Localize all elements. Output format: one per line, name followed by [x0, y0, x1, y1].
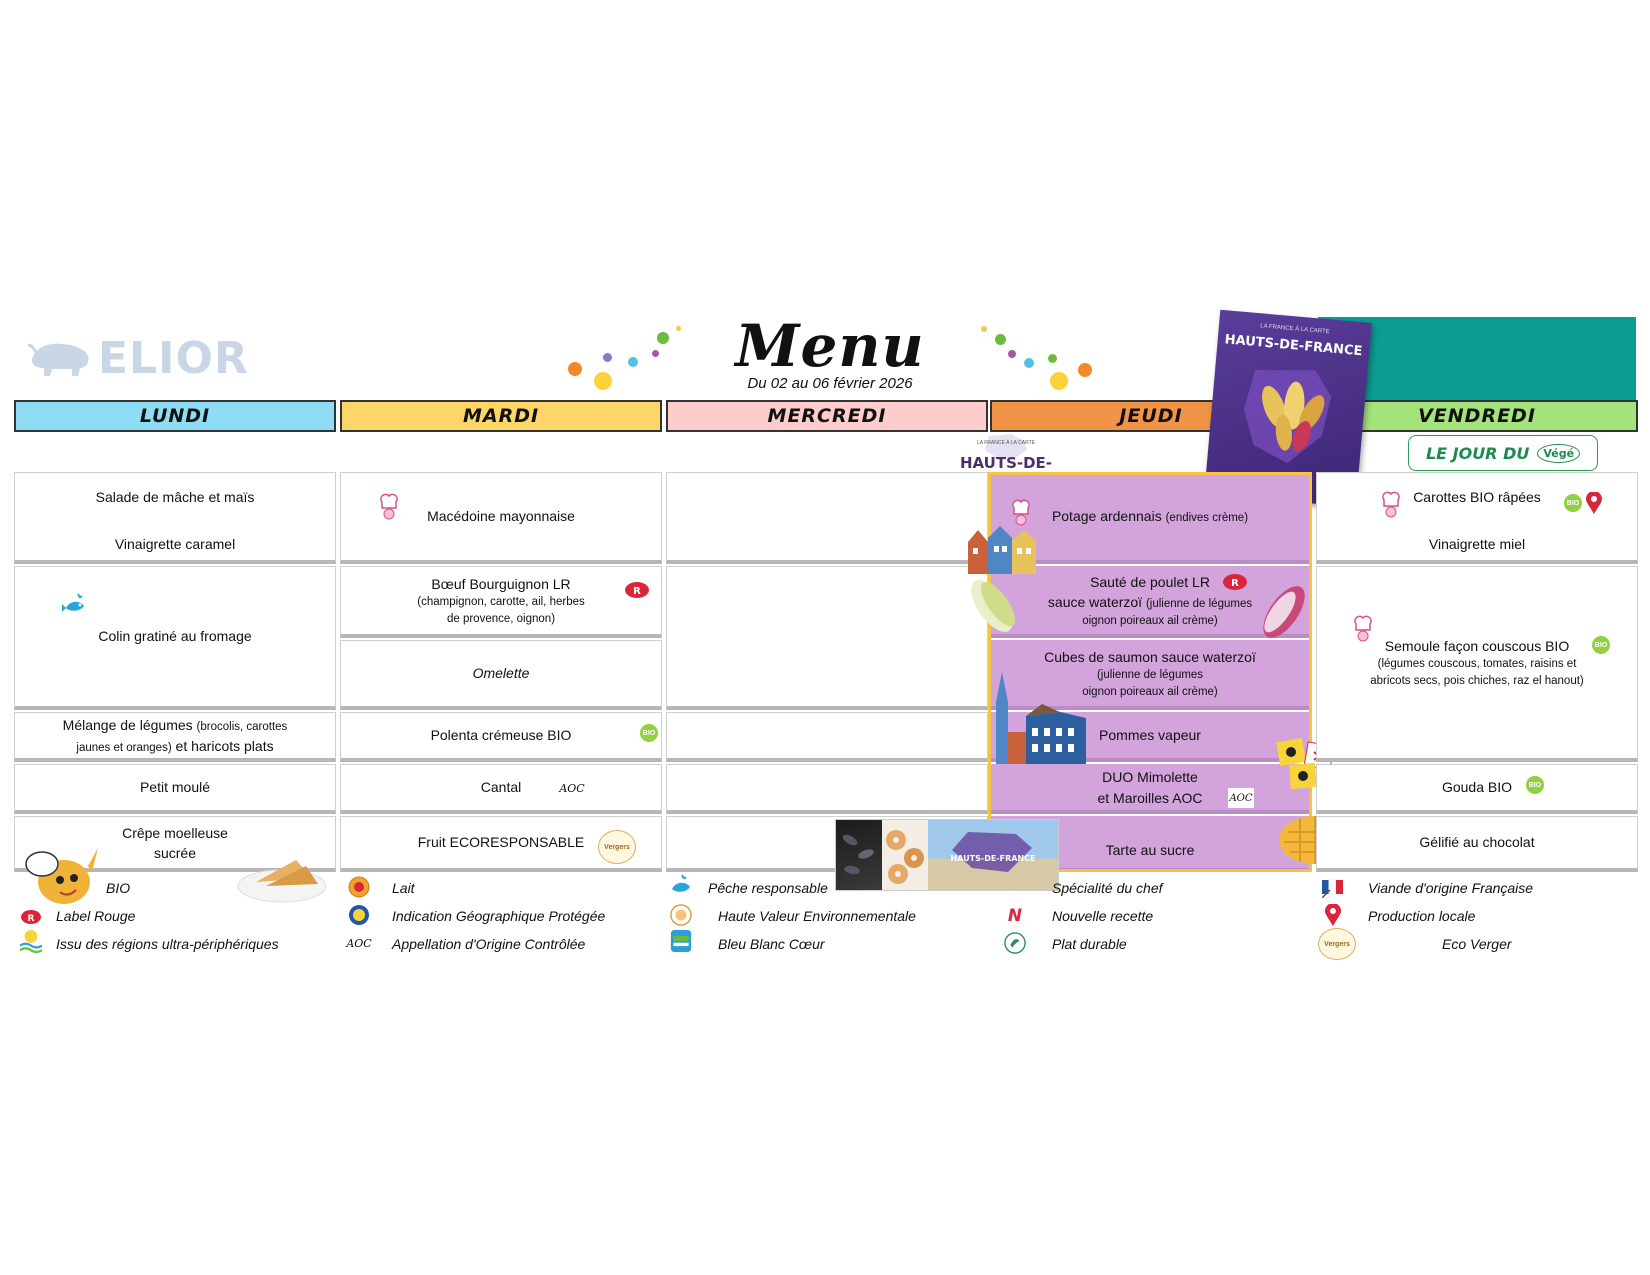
lundi-accomp-2: et haricots plats	[175, 737, 274, 754]
bio-icon: BIO	[1526, 776, 1544, 794]
svg-text:R: R	[27, 914, 35, 924]
book-kicker: LA FRANCE À LA CARTE	[1260, 323, 1330, 336]
chef-hat-icon	[1010, 498, 1032, 526]
vendredi-plat-small-1: (légumes couscous, tomates, raisins et	[1377, 657, 1577, 670]
bleu-blanc-coeur-icon	[670, 930, 692, 952]
day-header-lundi: LUNDI	[14, 400, 336, 432]
aoc-icon: AOC	[559, 781, 585, 795]
svg-text:N: N	[1007, 904, 1023, 925]
lundi-plat-text: Colin gratiné au fromage	[98, 628, 252, 645]
day-header-vendredi: VENDREDI	[1316, 400, 1638, 432]
lundi-accomp-2-small: jaunes et oranges)	[76, 741, 172, 754]
day-header-mardi: MARDI	[340, 400, 662, 432]
legend-durable: Plat durable	[1052, 936, 1127, 952]
mardi-entree-text: Macédoine mayonnaise	[427, 508, 575, 525]
mardi-plat-text: Bœuf Bourguignon LR	[431, 575, 571, 592]
legend-hve: Haute Valeur Environnementale	[718, 908, 916, 924]
vendredi-entree	[1316, 472, 1638, 564]
legend-france: Viande d'origine Française	[1368, 880, 1534, 896]
jeudi-dessert-text: Tarte au sucre	[1105, 841, 1195, 858]
bull-icon	[28, 338, 92, 378]
jeudi-entree	[990, 472, 1310, 564]
plat-durable-icon	[1004, 932, 1026, 954]
label-rouge-icon	[20, 906, 42, 928]
chef-hat-icon	[1352, 614, 1374, 642]
flemish-houses-illustration	[966, 524, 1038, 574]
region-kicker: LA FRANCE À LA CARTE	[977, 440, 1035, 446]
legend-label-rouge: Label Rouge	[56, 908, 136, 924]
mercredi-laitage	[666, 764, 988, 814]
date-range: Du 02 au 06 février 2026	[747, 375, 913, 392]
lundi-laitage-text: Petit moulé	[139, 779, 211, 796]
legend-peche: Pêche responsable	[708, 880, 828, 896]
svg-text:R: R	[633, 586, 641, 597]
vendredi-laitage-text: Gouda BIO	[1441, 779, 1513, 796]
lundi-plat	[14, 566, 336, 710]
elior-logo	[28, 332, 249, 384]
brand-name: ELIOR	[98, 332, 249, 384]
eco-verger-icon: Vergers	[598, 830, 636, 864]
legend-local: Production locale	[1368, 908, 1476, 924]
book-title: HAUTS-DE-FRANCE	[1224, 332, 1363, 360]
legend-eco-verger: Eco Verger	[1442, 936, 1512, 952]
bio-icon: BIO	[640, 724, 658, 742]
chef-hat-icon	[378, 492, 400, 520]
jeudi-accomp-text: Pommes vapeur	[1099, 727, 1201, 744]
igp-icon	[348, 904, 370, 926]
jour-du-label: LE JOUR DU	[1425, 443, 1530, 463]
legend-aoc: Appellation d'Origine Contrôlée	[392, 936, 586, 952]
mardi-plat-small-1: (champignon, carotte, ail, herbes	[417, 595, 585, 608]
vendredi-dessert	[1316, 816, 1638, 872]
jeudi-alt-2-small: (julienne de légumes	[1096, 668, 1204, 681]
jeudi-laitage	[990, 764, 1310, 814]
aoc-icon: AOC	[1228, 788, 1254, 808]
page-title: Menu	[735, 312, 925, 380]
mardi-plat-small-2: de provence, oignon)	[446, 612, 556, 625]
chef-hat-icon	[1380, 490, 1402, 518]
legend-chef: Spécialité du chef	[1052, 880, 1163, 896]
rup-icon	[20, 930, 42, 952]
legend-bbc: Bleu Blanc Cœur	[718, 936, 825, 952]
lait-icon	[348, 876, 370, 898]
vendredi-dessert-text: Gélifié au chocolat	[1419, 834, 1535, 851]
legend-nouvelle: Nouvelle recette	[1052, 908, 1154, 924]
vendredi-laitage	[1316, 764, 1638, 814]
lundi-entree	[14, 472, 336, 564]
crepe-image	[236, 848, 328, 904]
belfry-town-illustration	[990, 672, 1094, 764]
photo-caption: HAUTS-DE-FRANCE	[950, 854, 1036, 863]
lundi-dessert-2: sucrée	[153, 845, 197, 862]
jeudi-plat-3-small: oignon poireaux ail crème)	[1082, 614, 1218, 627]
vendredi-plat	[1316, 566, 1638, 762]
mardi-plat	[340, 566, 662, 638]
mardi-laitage-text: Cantal	[480, 779, 522, 796]
hve-icon	[670, 904, 692, 926]
jeudi-alt-3-small: oignon poireaux ail crème)	[1082, 685, 1218, 698]
mercredi-entree	[666, 472, 988, 564]
nouvelle-recette-icon	[1004, 904, 1026, 926]
day-header-jeudi: JEUDI	[990, 400, 1312, 432]
jeudi-alt-1: Cubes de saumon sauce waterzoï	[1044, 648, 1256, 665]
lundi-accomp	[14, 712, 336, 762]
svg-text:R: R	[1231, 578, 1239, 589]
mascot-chef-icon	[20, 842, 100, 908]
mardi-laitage	[340, 764, 662, 814]
aoc-icon: AOC	[346, 936, 372, 950]
lundi-accomp-1: Mélange de légumes	[62, 716, 193, 733]
mussels-photo	[836, 820, 882, 890]
beach-photo	[928, 820, 1058, 890]
lundi-entree-2: Vinaigrette caramel	[114, 535, 236, 552]
red-endive-icon	[1248, 578, 1318, 648]
peche-responsable-icon	[62, 592, 88, 618]
region-title: HAUTS-DE- R	[959, 454, 1053, 490]
lundi-entree-1: Salade de mâche et maïs	[95, 489, 255, 505]
vendredi-entree-2: Vinaigrette miel	[1428, 535, 1526, 552]
jeudi-laitage-2: et Maroilles AOC	[1097, 789, 1203, 806]
legend-igp: Indication Géographique Protégée	[392, 908, 606, 924]
jeudi-plat-2: sauce waterzoï	[1047, 593, 1143, 610]
france-flag-icon	[1322, 876, 1344, 898]
label-rouge-icon	[1222, 572, 1248, 592]
regional-photo-strip	[836, 820, 1058, 890]
eco-verger-icon: Vergers	[1318, 928, 1356, 960]
lundi-laitage	[14, 764, 336, 814]
mardi-accomp-text: Polenta crémeuse BIO	[430, 727, 572, 744]
jeudi-plat-1: Sauté de poulet LR	[1090, 573, 1210, 590]
bio-icon: BIO	[1564, 494, 1582, 512]
jeudi-entree-small: (endives crème)	[1165, 512, 1249, 525]
production-locale-icon	[1586, 492, 1602, 514]
jour-du-vege-badge	[1408, 435, 1598, 471]
mardi-accomp	[340, 712, 662, 762]
legend-lait: Lait	[392, 880, 415, 896]
endive-map-illustration	[1206, 347, 1369, 490]
doughnuts-photo	[882, 820, 928, 890]
lundi-accomp-1-small: (brocolis, carottes	[196, 720, 288, 733]
mercredi-plat	[666, 566, 988, 710]
mardi-dessert-text: Fruit ECORESPONSABLE	[417, 834, 585, 851]
jeudi-laitage-1: DUO Mimolette	[1102, 769, 1198, 786]
vendredi-entree-1: Carottes BIO râpées	[1413, 489, 1541, 505]
bio-icon: BIO	[1592, 636, 1610, 654]
production-locale-icon	[1322, 904, 1344, 926]
lundi-dessert-1: Crêpe moelleuse	[122, 825, 228, 841]
jeudi-plat-2-small: (julienne de légumes	[1145, 597, 1253, 610]
vendredi-plat-text: Semoule façon couscous BIO	[1384, 637, 1570, 654]
jeudi-entree-text: Potage ardennais	[1051, 508, 1162, 525]
legend-rup: Issu des régions ultra-périphériques	[56, 936, 279, 952]
vege-badge: Végé	[1537, 444, 1580, 463]
endive-icon	[962, 572, 1028, 638]
peche-responsable-icon	[670, 874, 692, 896]
label-rouge-icon	[624, 580, 650, 600]
mardi-plat-alt	[340, 640, 662, 710]
vendredi-plat-small-2: abricots secs, pois chiches, raz el hanout)	[1370, 674, 1584, 687]
day-header-mercredi: MERCREDI	[666, 400, 988, 432]
mercredi-accomp	[666, 712, 988, 762]
legend-bio: BIO	[106, 880, 131, 896]
mardi-plat-alt-text: Omelette	[472, 665, 530, 682]
